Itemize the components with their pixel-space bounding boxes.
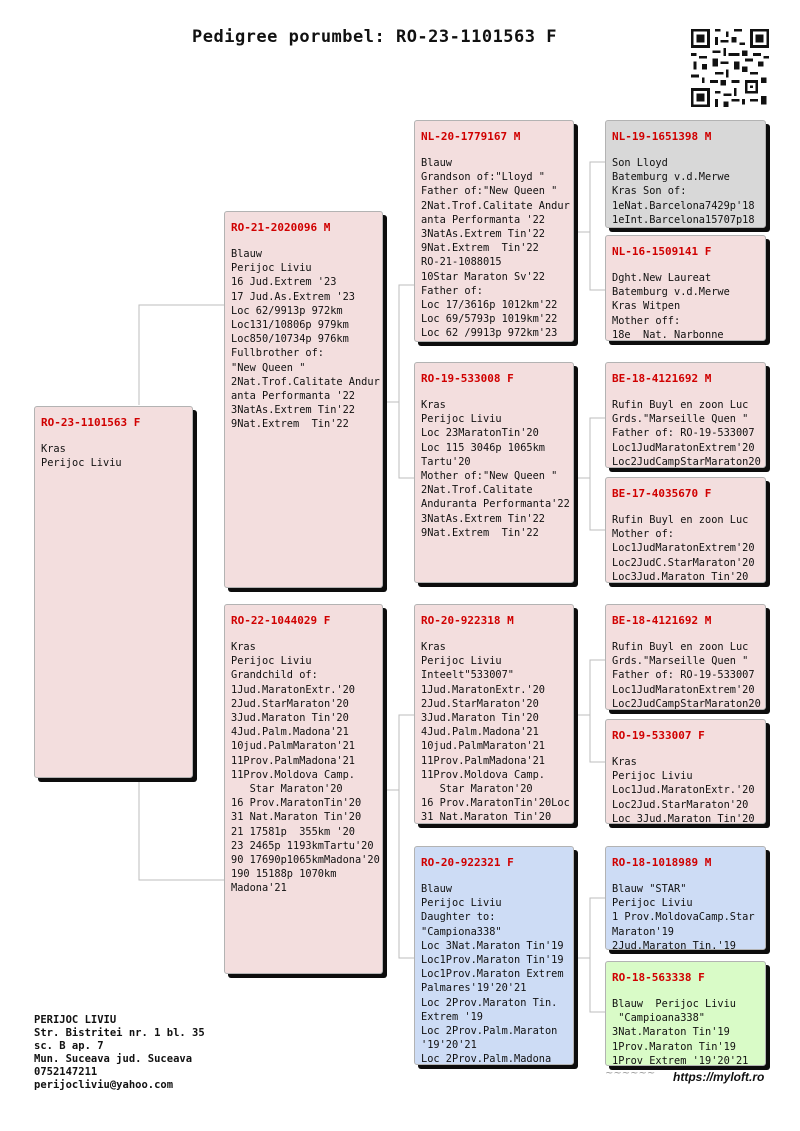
great-grandparent-card[interactable]: BE-18-4121692 M Rufin Buyl en zoon Luc Grds."Marseille Quen " Father of: RO-19-533007 Loc1JudMaratonExtrem'20 Loc2JudCampStarMaraton20: [605, 604, 766, 710]
ring-number: RO-18-563338 F: [612, 971, 705, 984]
ring-number: RO-19-533008 F: [421, 372, 514, 385]
great-grandparent-card[interactable]: RO-18-563338 F Blauw Perijoc Liviu "Campioana338" 3Nat.Maraton Tin'19 1Prov.Maraton Tin'19 1Prov Extrem '19'20'21: [605, 961, 766, 1066]
ring-number: RO-21-2020096 M: [231, 221, 331, 234]
owner-contact-block: [34, 1014, 205, 1092]
ring-number: NL-16-1509141 F: [612, 245, 712, 258]
granddam-maternal-card[interactable]: RO-20-922321 F Blauw Perijoc Liviu Daughter to: "Campiona338" Loc 3Nat.Maraton Tin'19 Loc1Prov.Maraton Tin'19 Loc1Prov.Maraton Extrem Palmares'19'20'21 Loc 2Prov.Maraton Tin. Extrem '19 Loc 2Prov.Palm.Maraton '19'20'21 Loc 2Prov.Palm.Madona: [414, 846, 574, 1065]
grandsire-maternal-card[interactable]: RO-20-922318 M Kras Perijoc Liviu Inteelt"533007" 1Jud.MaratonExtr.'20 2Jud.StarMaraton'20 3Jud.Maraton Tin'20 4Jud.Palm.Madona'21 10jud.PalmMaraton'21 11Prov.PalmMadona'21 11Prov.Moldova Camp. Star Maraton'20 16 Prov.MaratonTin'20Loc 31 Nat.Maraton Tin'20: [414, 604, 574, 824]
subject-card[interactable]: RO-23-1101563 F Kras Perijoc Liviu: [34, 406, 193, 778]
grandsire-paternal-card[interactable]: NL-20-1779167 M Blauw Grandson of:"Lloyd " Father of:"New Queen " 2Nat.Trof.Calitate Andur anta Performanta '22 3NatAs.Extrem Tin'22 9Nat.Extrem Tin'22 RO-21-1088015 10Star Maraton Sv'22 Father of: Loc 17/3616p 1012km'22 Loc 69/5793p 1019km'22 Loc 62 /9913p 972km'23: [414, 120, 574, 342]
great-grandparent-card[interactable]: RO-18-1018989 M Blauw "STAR" Perijoc Liviu 1 Prov.MoldovaCamp.Star Maraton'19 2Jud.Maraton Tin.'19: [605, 846, 766, 950]
owner-name: PERIJOC LIVIU: [34, 1014, 117, 1026]
ring-number: BE-18-4121692 M: [612, 614, 712, 627]
ring-number: RO-18-1018989 M: [612, 856, 712, 869]
owner-city: Mun. Suceava jud. Suceava: [34, 1053, 193, 1065]
granddam-paternal-card[interactable]: RO-19-533008 F Kras Perijoc Liviu Loc 23MaratonTin'20 Loc 115 3046p 1065km Tartu'20 Mother of:"New Queen " 2Nat.Trof.Calitate Anduranta Performanta'22 3NatAs.Extrem Tin'22 9Nat.Extrem Tin'22: [414, 362, 574, 583]
owner-phone: 0752147211: [34, 1066, 98, 1078]
ring-number: RO-20-922321 F: [421, 856, 514, 869]
ring-number: RO-23-1101563 F: [41, 416, 141, 429]
dam-card[interactable]: RO-22-1044029 F Kras Perijoc Liviu Grandchild of: 1Jud.MaratonExtr.'20 2Jud.StarMaraton'20 3Jud.Maraton Tin'20 4Jud.Palm.Madona'21 10jud.PalmMaraton'21 11Prov.PalmMadona'21 11Prov.Moldova Camp. Star Maraton'20 16 Prov.MaratonTin'20 31 Nat.Maraton Tin'20 21 17581p 355km '20 23 2465p 1193kmTartu'20 90 17690p1065kmMadona'20 190 15188p 1070km Madona'21: [224, 604, 383, 974]
ring-number: NL-20-1779167 M: [421, 130, 521, 143]
ring-number: RO-22-1044029 F: [231, 614, 331, 627]
great-grandparent-card[interactable]: BE-18-4121692 M Rufin Buyl en zoon Luc Grds."Marseille Quen " Father of: RO-19-533007 Loc1JudMaratonExtrem'20 Loc2JudCampStarMaraton20: [605, 362, 766, 468]
owner-street: Str. Bistritei nr. 1 bl. 35: [34, 1027, 205, 1039]
ring-number: BE-18-4121692 M: [612, 372, 712, 385]
great-grandparent-card[interactable]: BE-17-4035670 F Rufin Buyl en zoon Luc Mother of: Loc1JudMaratonExtrem'20 Loc2JudC.StarMaraton'20 Loc3Jud.Maraton Tin'20: [605, 477, 766, 583]
ring-number: NL-19-1651398 M: [612, 130, 712, 143]
owner-email[interactable]: perijocliviu@yahoo.com: [34, 1079, 174, 1091]
page-title: Pedigree porumbel: RO-23-1101563 F: [192, 27, 557, 47]
great-grandparent-card[interactable]: RO-19-533007 F Kras Perijoc Liviu Loc1Jud.MaratonExtr.'20 Loc2Jud.StarMaraton'20 Loc 3Jud.Maraton Tin'20: [605, 719, 766, 824]
signature-mark: ~~~~~~: [605, 1068, 656, 1079]
ring-number: BE-17-4035670 F: [612, 487, 712, 500]
owner-apartment: sc. B ap. 7: [34, 1040, 104, 1052]
sire-card[interactable]: RO-21-2020096 M Blauw Perijoc Liviu 16 Jud.Extrem '23 17 Jud.As.Extrem '23 Loc 62/9913p 972km Loc131/10806p 979km Loc850/10734p 976km Fullbrother of: "New Queen " 2Nat.Trof.Calitate Andur anta Performanta '22 3NatAs.Extrem Tin'22 9Nat.Extrem Tin'22: [224, 211, 383, 588]
great-grandparent-card[interactable]: NL-16-1509141 F Dght.New Laureat Batemburg v.d.Merwe Kras Witpen Mother off: 18e Nat. Narbonne: [605, 235, 766, 341]
ring-number: RO-19-533007 F: [612, 729, 705, 742]
ring-number: RO-20-922318 M: [421, 614, 514, 627]
great-grandparent-card[interactable]: NL-19-1651398 M Son Lloyd Batemburg v.d.Merwe Kras Son of: 1eNat.Barcelona7429p'18 1eInt.Barcelona15707p18: [605, 120, 766, 228]
website-link[interactable]: https://myloft.ro: [673, 1070, 765, 1084]
